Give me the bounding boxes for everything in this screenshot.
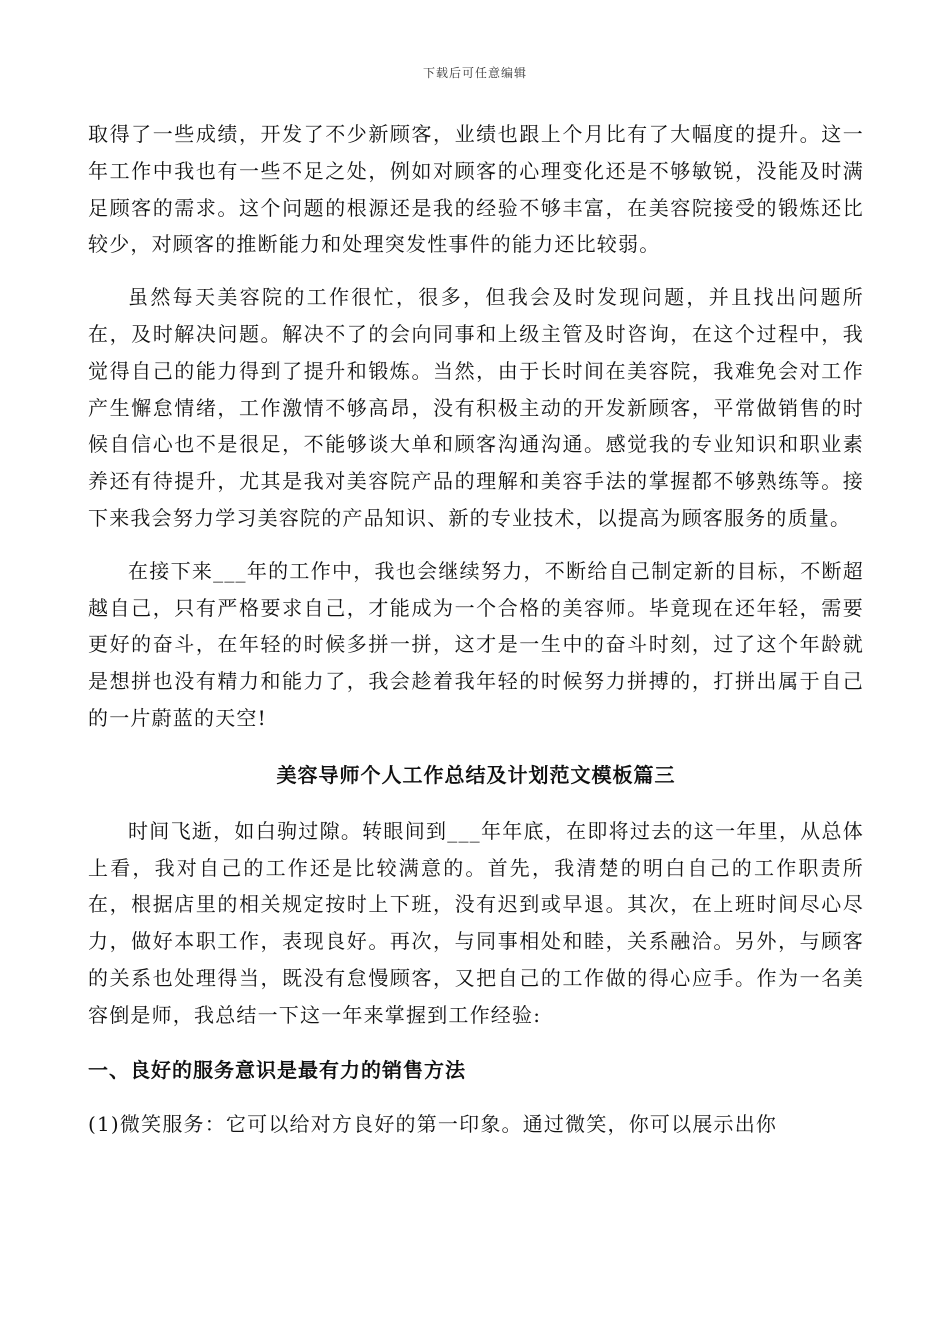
paragraph-1: 取得了一些成绩，开发了不少新顾客，业绩也跟上个月比有了大幅度的提升。这一年工作中我也有一些不足之处，例如对顾客的心理变化还是不够敏锐，没能及时满足顾客的需求。这个问题的根源还是我的经验不够丰富，在美容院接受的锻炼还比较少，对顾客的推断能力和处理突发性事件的能力还比较弱。 [88, 122, 864, 257]
paragraph-3: 在接下来___年的工作中，我也会继续努力，不断给自己制定新的目标，不断超越自己，只有严格要求自己，才能成为一个合格的美容师。毕竟现在还年轻，需要更好的奋斗，在年轻的时候多拼一拼，这才是一生中的奋斗时刻，过了这个年龄就是想拼也没有精力和能力了，我会趁着我年轻的时候努力拼搏的，打拼出属于自己的一片蔚蓝的天空! [88, 558, 864, 730]
page-header-note: 下载后可任意编辑 [422, 66, 527, 80]
document-body [88, 116, 864, 1158]
subheading-1: 一、良好的服务意识是最有力的销售方法 [88, 1057, 466, 1082]
paragraph-2: 虽然每天美容院的工作很忙，很多，但我会及时发现问题，并且找出问题所在，及时解决问题。解决不了的会向同事和上级主管及时咨询，在这个过程中，我觉得自己的能力得到了提升和锻炼。当然，由于长时间在美容院，我难免会对工作产生懈怠情绪，工作激情不够高昂，没有积极主动的开发新顾客，平常做销售的时候自信心也不是很足，不能够谈大单和顾客沟通沟通。感觉我的专业知识和职业素养还有待提升，尤其是我对美容院产品的理解和美容手法的掌握都不够熟练等。接下来我会努力学习美容院的产品知识、新的专业技术，以提高为顾客服务的质量。 [88, 285, 864, 530]
paragraph-4: 时间飞逝，如白驹过隙。转眼间到___年年底，在即将过去的这一年里，从总体上看，我对自己的工作还是比较满意的。首先，我清楚的明白自己的工作职责所在，根据店里的相关规定按时上下班，没有迟到或早退。其次，在上班时间尽心尽力，做好本职工作，表现良好。再次，与同事相处和睦，关系融洽。另外，与顾客的关系也处理得当，既没有怠慢顾客，又把自己的工作做的得心应手。作为一名美容倒是师，我总结一下这一年来掌握到工作经验: [88, 818, 864, 1027]
section-title: 美容导师个人工作总结及计划范文模板篇三 [276, 762, 676, 787]
paragraph-5: (1)微笑服务：它可以给对方良好的第一印象。通过微笑，你可以展示出你 [88, 1111, 778, 1136]
